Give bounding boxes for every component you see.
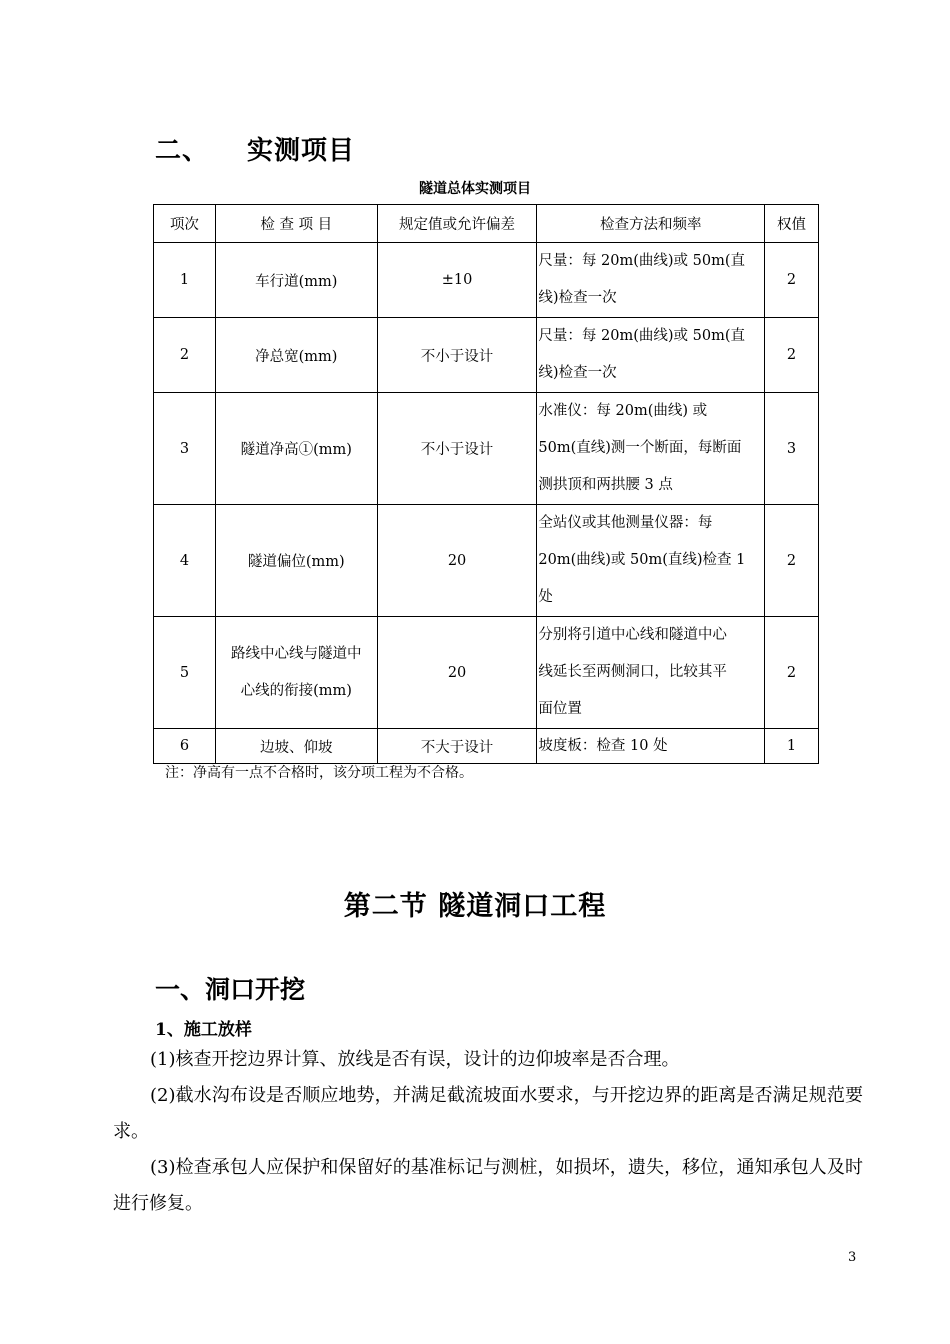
paragraph: (2)截水沟布设是否顺应地势，并满足截流坡面水要求，与开挖边界的距离是否满足规范要求。 bbox=[113, 1085, 863, 1142]
table-header-row bbox=[154, 205, 819, 243]
row-spec: 不小于设计 bbox=[377, 318, 537, 393]
row-item: 路线中心线与隧道中 心线的衔接(mm) bbox=[215, 617, 377, 729]
row-spec: 20 bbox=[377, 505, 537, 617]
row-method: 尺量：每 20m(曲线)或 50m(直 线)检查一次 bbox=[537, 243, 765, 318]
page-number: 3 bbox=[848, 1250, 857, 1265]
header-cell: 检 查 项 目 bbox=[215, 205, 377, 243]
header-cell: 权值 bbox=[765, 205, 819, 243]
row-weight: 2 bbox=[765, 617, 819, 729]
row-weight: 3 bbox=[765, 393, 819, 505]
row-number: 3 bbox=[154, 393, 216, 505]
paragraph: (1)核查开挖边界计算、放线是否有误，设计的边仰坡率是否合理。 bbox=[150, 1049, 680, 1070]
row-method: 分别将引道中心线和隧道中心 线延长至两侧洞口，比较其平 面位置 bbox=[537, 617, 765, 729]
sub-subsection-heading: 1、施工放样 bbox=[155, 1020, 252, 1040]
section-title: 第二节 隧道洞口工程 bbox=[343, 891, 607, 922]
paragraph: (3)检查承包人应保护和保留好的基准标记与测桩，如损坏，遗失，移位，通知承包人及时进行修复。 bbox=[113, 1157, 863, 1214]
heading-text: 实测项目 bbox=[247, 136, 356, 166]
row-spec: 不大于设计 bbox=[377, 729, 537, 764]
row-weight: 1 bbox=[765, 729, 819, 764]
row-spec: 不小于设计 bbox=[377, 393, 537, 505]
row-weight: 2 bbox=[765, 243, 819, 318]
inspection-table bbox=[153, 204, 819, 764]
row-spec: 20 bbox=[377, 617, 537, 729]
row-method: 坡度板：检查 10 处 bbox=[537, 729, 765, 764]
table-note: 注：净高有一点不合格时，该分项工程为不合格。 bbox=[165, 765, 473, 781]
table-row bbox=[154, 505, 819, 617]
row-number: 1 bbox=[154, 243, 216, 318]
row-item: 边坡、仰坡 bbox=[215, 729, 377, 764]
table-row bbox=[154, 617, 819, 729]
row-method: 水准仪：每 20m(曲线) 或 50m(直线)测一个断面，每断面 测拱顶和两拱腰 3 点 bbox=[537, 393, 765, 505]
row-item: 净总宽(mm) bbox=[215, 318, 377, 393]
row-item: 车行道(mm) bbox=[215, 243, 377, 318]
row-number: 2 bbox=[154, 318, 216, 393]
table-row bbox=[154, 729, 819, 764]
row-item: 隧道偏位(mm) bbox=[215, 505, 377, 617]
row-number: 4 bbox=[154, 505, 216, 617]
table-row bbox=[154, 393, 819, 505]
row-method: 尺量：每 20m(曲线)或 50m(直 线)检查一次 bbox=[537, 318, 765, 393]
header-cell: 规定值或允许偏差 bbox=[377, 205, 537, 243]
table-row bbox=[154, 318, 819, 393]
row-spec: ±10 bbox=[377, 243, 537, 318]
row-weight: 2 bbox=[765, 318, 819, 393]
subsection-heading: 一、洞口开挖 bbox=[155, 975, 306, 1004]
header-cell: 项次 bbox=[154, 205, 216, 243]
heading-number: 二、 bbox=[155, 136, 210, 166]
table-caption: 隧道总体实测项目 bbox=[419, 181, 531, 197]
header-cell: 检查方法和频率 bbox=[537, 205, 765, 243]
row-number: 6 bbox=[154, 729, 216, 764]
section-heading-measured-items bbox=[155, 130, 355, 167]
row-method: 全站仪或其他测量仪器：每 20m(曲线)或 50m(直线)检查 1 处 bbox=[537, 505, 765, 617]
row-weight: 2 bbox=[765, 505, 819, 617]
row-number: 5 bbox=[154, 617, 216, 729]
row-item: 隧道净高①(mm) bbox=[215, 393, 377, 505]
table-row bbox=[154, 243, 819, 318]
